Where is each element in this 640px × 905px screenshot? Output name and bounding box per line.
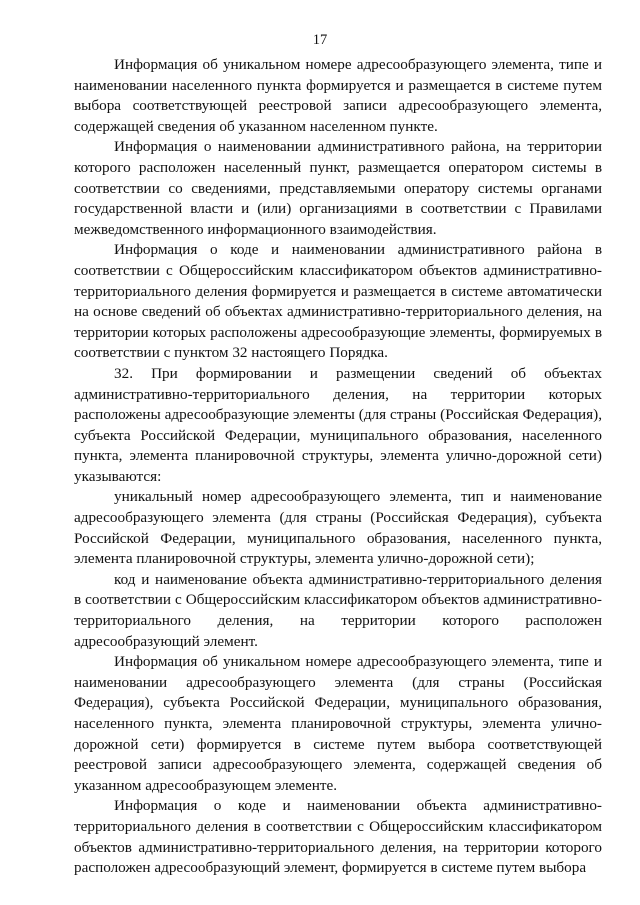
page-number: 17	[312, 32, 328, 48]
paragraph-list-item-code: код и наименование объекта административно-территориального деления в соответствии с Общероссийским классификатором объектов административно-территориального деления, на территории которого расположен адресообразующий элемент.	[74, 570, 602, 650]
paragraph-district-name: Информация о наименовании административного района, на территории которого расположен населенный пункт, размещается оператором системы в соответствии со сведениями, представляемыми оператору системы органами государственной власти и (или) организациями в соответствии с Правилами межведомственного информационного взаимодействия.	[74, 138, 602, 238]
paragraph-element-info: Информация об уникальном номере адресообразующего элемента, типе и наименовании адресообразующего элемента (для страны (Российская Федерация), субъекта Российской Федерации, муниципального образования, населенного пункта, элемента планировочной структуры, элемента улично-дорожной сети) формируется в системе путем выбора соответствующей реестровой записи адресообразующего элемента, содержащей сведения об указанном адресообразующем элементе.	[74, 653, 602, 794]
paragraph-object-code-info: Информация о коде и наименовании объекта административно-территориального деления в соответствии с Общероссийским классификатором объектов административно-территориального деления, на территории которого расположен адресообразующий элемент, формируется в системе путем выбора	[74, 797, 602, 877]
body-text	[74, 55, 602, 879]
paragraph-district-code: Информация о коде и наименовании административного района в соответствии с Общероссийским классификатором объектов административно-территориального деления формируется и размещается в системе автоматически на основе сведений об объектах административно-территориального деления, на территории которых расположены адресообразующие элементы, формируемых в соответствии с пунктом 32 настоящего Порядка.	[74, 241, 602, 362]
paragraph-item-32: 32. При формировании и размещении сведений об объектах административно-территориального деления, на территории которых расположены адресообразующие элементы (для страны (Российская Федерация), субъекта Российской Федерации, муниципального образования, населенного пункта, элемента планировочной структуры, элемента улично-дорожной сети) указываются:	[74, 364, 602, 485]
paragraph-list-item-unique-number: уникальный номер адресообразующего элемента, тип и наименование адресообразующего элемента (для страны (Российская Федерация), субъекта Российской Федерации, муниципального образования, населенного пункта, элемента планировочной структуры, элемента улично-дорожной сети);	[74, 488, 602, 568]
paragraph-locality-info: Информация об уникальном номере адресообразующего элемента, типе и наименовании населенного пункта формируется и размещается в системе путем выбора соответствующей реестровой записи адресообразующего элемента, содержащей сведения об указанном населенном пункте.	[74, 56, 602, 135]
